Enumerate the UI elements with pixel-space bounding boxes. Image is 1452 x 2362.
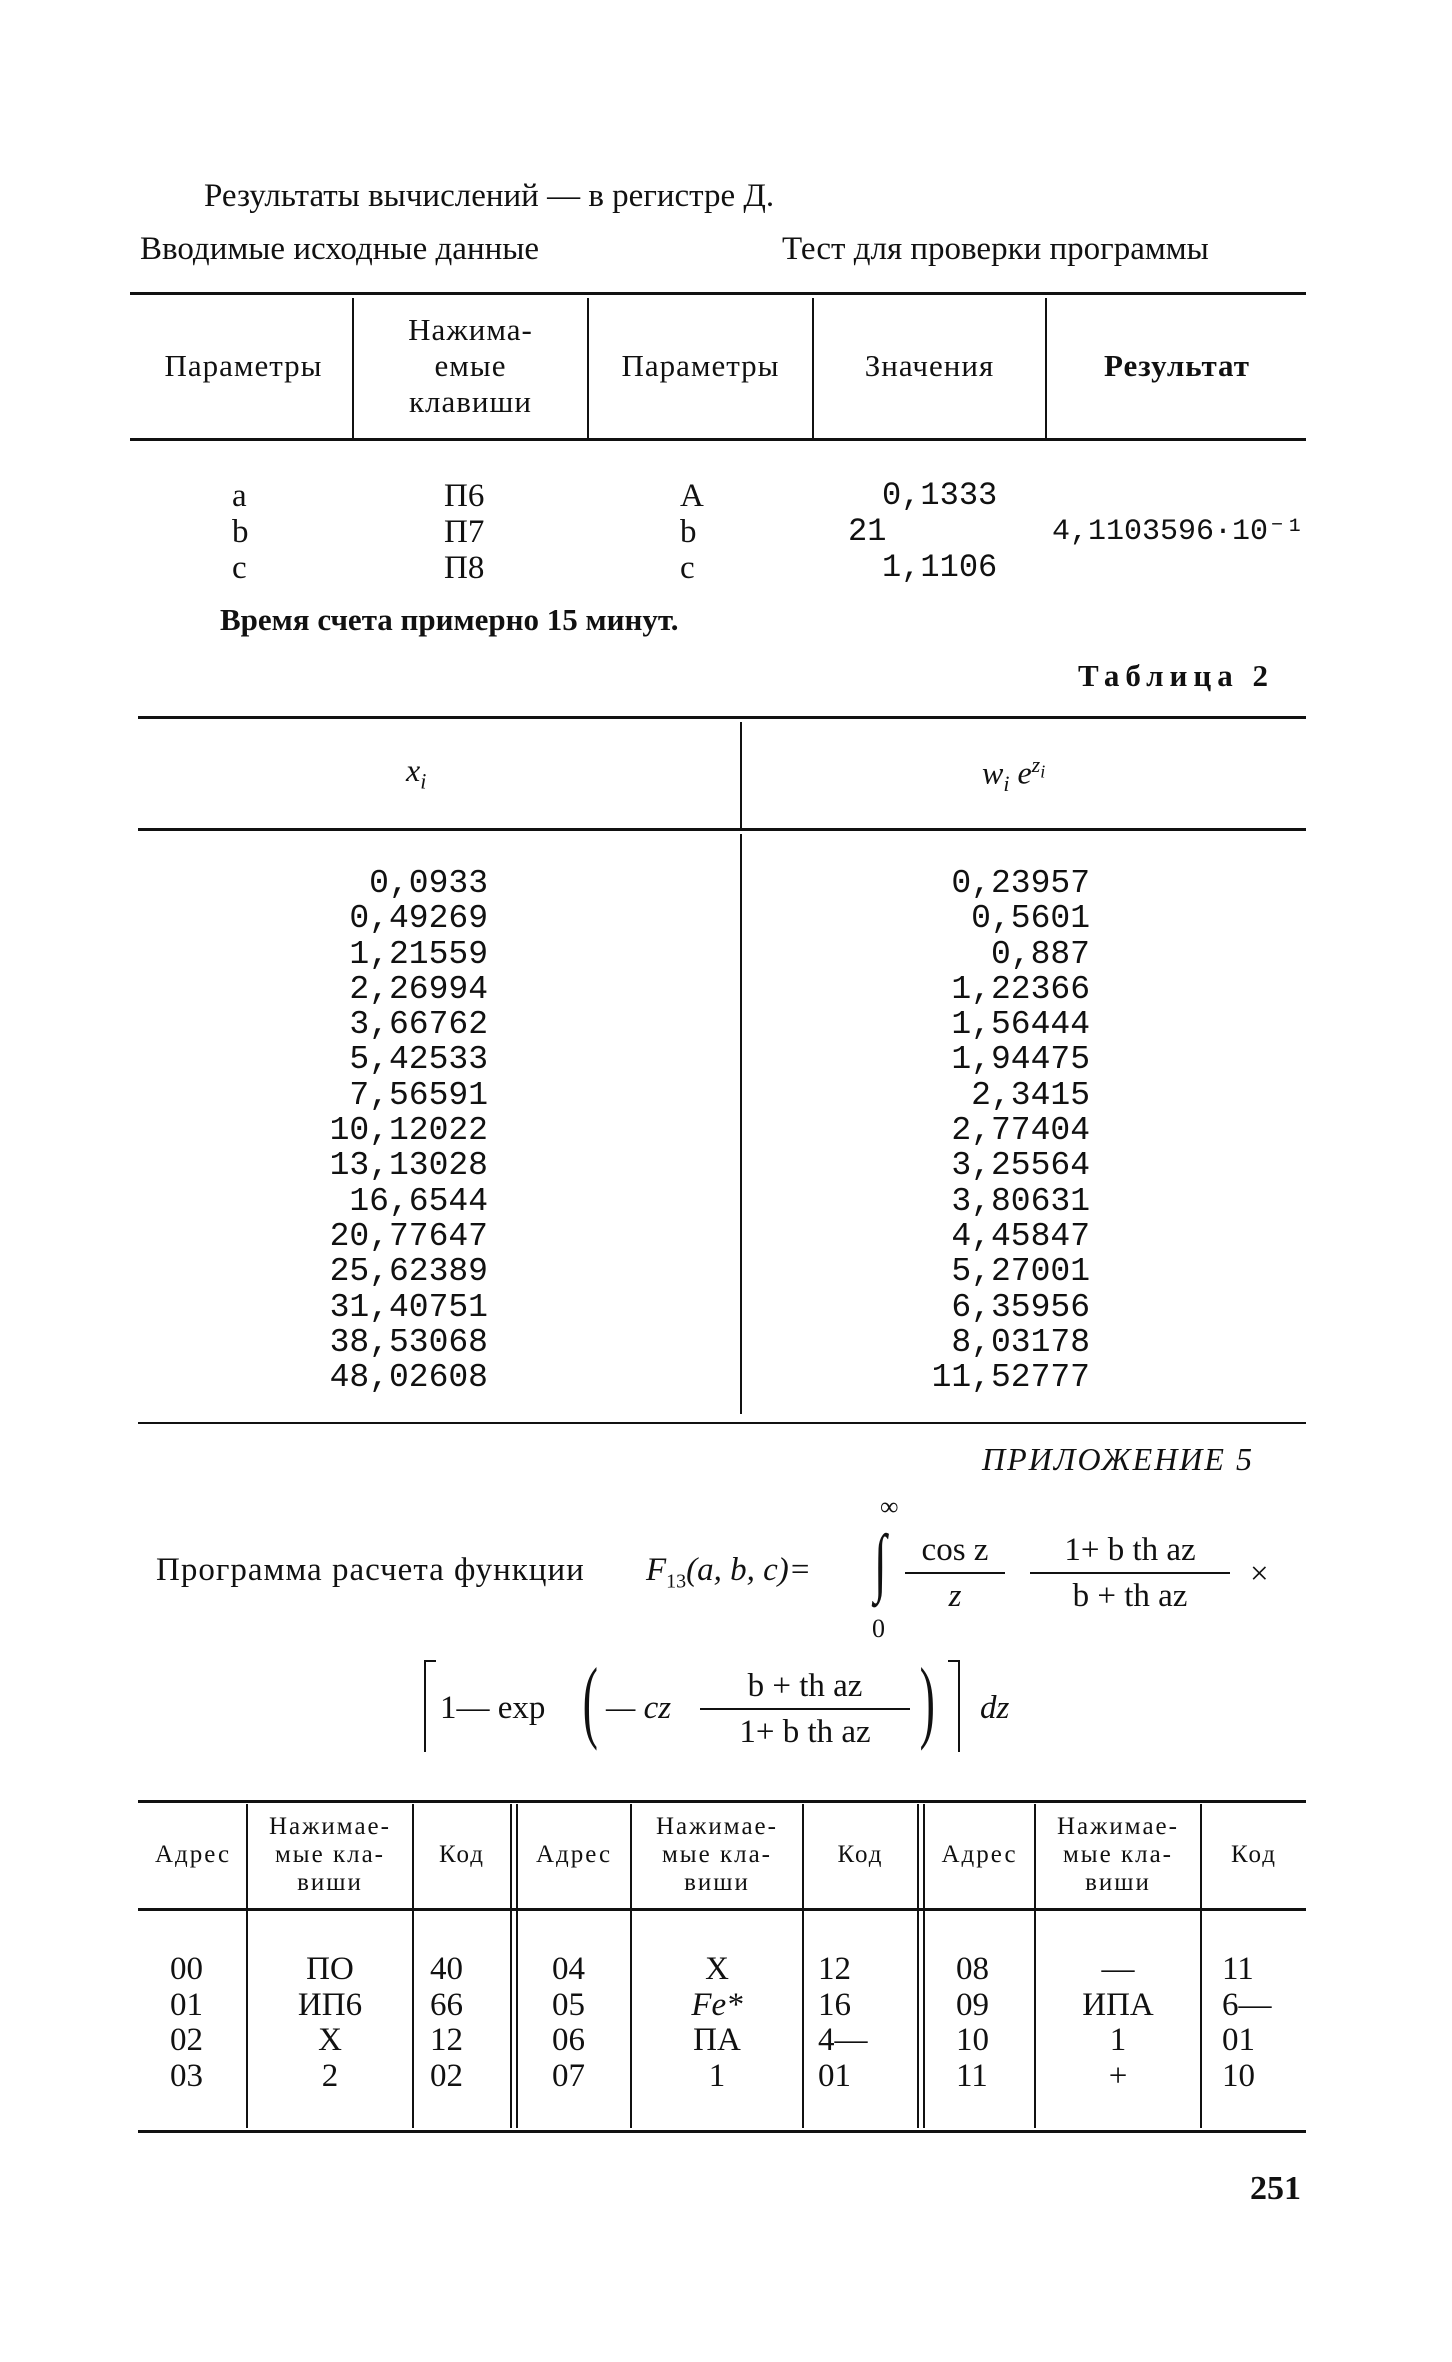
- table-cell: —: [1101, 1951, 1135, 1987]
- header-keys: [632, 1805, 802, 1905]
- table2-header-rule: [138, 828, 1306, 831]
- table-cell: 1: [708, 2057, 726, 2094]
- header-keys-line: мые кла-: [274, 1841, 385, 1868]
- table-cell: ИП6: [297, 1986, 363, 2023]
- fraction-numerator: 1+ b th az: [1064, 1532, 1196, 1568]
- header-keys: [248, 1805, 412, 1905]
- header-keys-line: Нажима-: [408, 312, 533, 347]
- table-cell: 1: [1109, 2022, 1127, 2058]
- header-keys-line: виши: [1085, 1869, 1151, 1896]
- table-cell: 11: [1222, 1951, 1254, 1987]
- fraction-bar: [1030, 1572, 1230, 1574]
- table-cell: a: [232, 478, 247, 514]
- x-value: 10,12022: [329, 1112, 488, 1150]
- x-value: 13,13028: [329, 1147, 488, 1185]
- table-cell: П7: [444, 514, 485, 550]
- table-cell: 6—: [1222, 1986, 1272, 2023]
- header-w-exp: [982, 752, 1045, 797]
- w-value: 2,3415: [971, 1076, 1090, 1114]
- formula-function: [646, 1552, 811, 1594]
- table3-divider: [917, 1804, 919, 2128]
- w-value: 3,80631: [951, 1182, 1090, 1220]
- table-cell: 04: [552, 1951, 585, 1987]
- fraction-cos: [905, 1530, 1005, 1616]
- address-column: [170, 1952, 203, 2094]
- x-value: 38,53068: [329, 1323, 488, 1361]
- table-cell: 10: [956, 2022, 989, 2058]
- left-bracket: [424, 1660, 436, 1752]
- times-sign: ×: [1250, 1556, 1269, 1592]
- x-value: 3,66762: [349, 1006, 488, 1044]
- x-value: 0,49269: [349, 900, 488, 938]
- table-cell: 66: [430, 1986, 463, 2023]
- fraction-denominator: 1+ b th az: [739, 1714, 871, 1750]
- w-value: 3,25564: [951, 1147, 1090, 1185]
- header-parameters: Параметры: [164, 348, 323, 383]
- table2-bottom-rule: [138, 1422, 1306, 1424]
- table1-header-rule: [130, 438, 1306, 441]
- table-cell: 06: [552, 2022, 585, 2058]
- w-value: 8,03178: [951, 1323, 1090, 1361]
- header-keys-line: клавиши: [409, 384, 532, 419]
- table-cell: 00: [170, 1951, 203, 1987]
- address-column: [552, 1952, 585, 2094]
- w-value: 0,887: [990, 935, 1090, 973]
- table-cell: 4—: [818, 2022, 868, 2058]
- table3-top-rule: [138, 1800, 1306, 1803]
- formula-intro: Программа расчета функции: [156, 1552, 585, 1588]
- table-cell: 21: [848, 513, 887, 550]
- w-value: 0,5601: [971, 900, 1090, 938]
- header-keys-line: мые кла-: [661, 1841, 772, 1868]
- table-cell: 05: [552, 1986, 585, 2023]
- table-cell: ИПА: [1082, 1986, 1154, 2023]
- code-column: [818, 1952, 868, 2094]
- keys-column: [632, 1952, 802, 2094]
- table-cell: 01: [1222, 2022, 1255, 2058]
- header-keys-line: Нажимае-: [269, 1813, 391, 1840]
- table3-bottom-rule: [138, 2130, 1306, 2133]
- table-cell: 01: [170, 1986, 203, 2023]
- table-cell: b: [680, 514, 697, 550]
- integral-sign: ∫: [874, 1520, 887, 1604]
- header-result: Результат: [1104, 348, 1250, 383]
- table1-top-rule: [130, 292, 1306, 295]
- header-keys-line: Нажимае-: [1057, 1813, 1179, 1840]
- fraction-denominator: z: [948, 1578, 962, 1614]
- fraction-denominator: b + th az: [1072, 1578, 1188, 1614]
- header-x-subscript: i: [420, 768, 427, 794]
- formula-cz: — cz: [606, 1690, 672, 1726]
- x-value: 25,62389: [329, 1253, 488, 1291]
- function-args: (a, b, c)=: [686, 1552, 812, 1588]
- x-value: 1,21559: [349, 935, 488, 973]
- fraction-th: [1030, 1530, 1230, 1616]
- table-cell: 02: [430, 2057, 463, 2094]
- time-note: Время счета примерно 15 минут.: [220, 602, 679, 637]
- x-value: 5,42533: [349, 1041, 488, 1079]
- table-cell: 11: [956, 2057, 988, 2094]
- table-cell: b: [232, 514, 249, 550]
- table-cell: П6: [444, 478, 485, 514]
- address-column: [956, 1952, 989, 2094]
- function-name: F: [646, 1552, 667, 1588]
- left-paren: (: [582, 1649, 598, 1751]
- table-cell: 2: [321, 2057, 339, 2094]
- table-cell: П8: [444, 550, 485, 586]
- result-value: 4,1103596·10⁻¹: [1052, 515, 1305, 549]
- w-value: 4,45847: [951, 1217, 1090, 1255]
- table-cell: 12: [818, 1951, 851, 1987]
- table-cell: ПА: [693, 2022, 741, 2058]
- header-code: Код: [1231, 1841, 1277, 1868]
- w-value: 6,35956: [951, 1288, 1090, 1326]
- header-w-symbol: w: [982, 754, 1004, 791]
- test-label: Тест для проверки программы: [782, 231, 1209, 267]
- results-line: Результаты вычислений — в регистре Д.: [204, 178, 775, 214]
- table-cell: Fe*: [691, 1986, 743, 2023]
- x-values-column: [300, 866, 488, 1395]
- code-column: [1222, 1952, 1272, 2094]
- table-cell: 0,1333: [882, 477, 998, 514]
- table2-caption: Таблица 2: [1078, 658, 1274, 693]
- header-x: [406, 752, 426, 794]
- w-value: 5,27001: [951, 1253, 1090, 1291]
- header-x-symbol: x: [406, 752, 421, 788]
- header-address: Адрес: [154, 1841, 232, 1868]
- table-cell: 1,1106: [882, 549, 998, 586]
- formula-exp: 1— exp: [440, 1690, 546, 1726]
- table-cell: +: [1108, 2057, 1128, 2094]
- integral-lower-limit: 0: [872, 1614, 885, 1643]
- fraction-numerator: cos z: [921, 1532, 989, 1568]
- page-number: 251: [1250, 2170, 1301, 2207]
- table-cell: 10: [1222, 2057, 1255, 2094]
- header-e-exponent-subscript: i: [1040, 761, 1046, 782]
- header-code: Код: [439, 1841, 485, 1868]
- w-values-column: [910, 866, 1090, 1395]
- input-data-label: Вводимые исходные данные: [140, 231, 540, 267]
- header-code: Код: [837, 1841, 884, 1868]
- w-value: 1,94475: [951, 1041, 1090, 1079]
- x-value: 2,26994: [349, 970, 488, 1008]
- keys-column: [248, 1952, 412, 2094]
- function-subscript: 13: [666, 1570, 687, 1593]
- fraction-bar: [700, 1708, 910, 1710]
- x-value: 16,6544: [349, 1182, 488, 1220]
- header-keys-line: виши: [297, 1869, 363, 1896]
- table2-top-rule: [138, 716, 1306, 719]
- header-keys-line: мые кла-: [1062, 1841, 1173, 1868]
- fraction-numerator: b + th az: [747, 1668, 863, 1704]
- table-cell: 07: [552, 2057, 585, 2094]
- header-w-subscript: i: [1003, 771, 1010, 797]
- code-column: [430, 1952, 463, 2094]
- fraction-bar: [905, 1572, 1005, 1574]
- right-bracket: [948, 1660, 960, 1752]
- table-cell: 16: [818, 1986, 851, 2023]
- w-value: 11,52777: [931, 1359, 1090, 1397]
- table2-divider: [740, 834, 742, 1414]
- integral-upper-limit: ∞: [880, 1492, 899, 1521]
- header-e-symbol: e: [1017, 754, 1032, 791]
- table-cell: 03: [170, 2057, 203, 2094]
- x-value: 20,77647: [329, 1217, 488, 1255]
- header-parameters-2: Параметры: [621, 348, 780, 383]
- x-value: 0,0933: [369, 865, 488, 902]
- header-keys-line: виши: [684, 1869, 750, 1896]
- header-values: Значения: [864, 348, 995, 383]
- table-cell: ПО: [306, 1951, 354, 1987]
- table-cell: 40: [430, 1951, 463, 1987]
- right-paren: ): [919, 1649, 935, 1751]
- table3-header-rule: [138, 1908, 1306, 1911]
- w-value: 1,22366: [951, 970, 1090, 1008]
- table-cell: 02: [170, 2022, 203, 2058]
- header-e-exponent: z: [1031, 752, 1041, 777]
- appendix-title: ПРИЛОЖЕНИЕ 5: [982, 1441, 1254, 1477]
- table-cell: X: [705, 1951, 729, 1987]
- table3-divider: [510, 1804, 512, 2128]
- keys-column: [1036, 1952, 1200, 2094]
- header-keys: [354, 296, 587, 436]
- header-keys: [1036, 1805, 1200, 1905]
- x-value: 48,02608: [329, 1359, 488, 1397]
- table-cell: A: [680, 478, 704, 514]
- table2-divider: [740, 722, 742, 828]
- formula-dz: dz: [980, 1690, 1010, 1726]
- table-cell: 08: [956, 1951, 989, 1987]
- table-cell: c: [232, 550, 247, 586]
- table-cell: c: [680, 550, 695, 586]
- w-value: 0,23957: [951, 865, 1090, 902]
- x-value: 7,56591: [349, 1076, 488, 1114]
- table-cell: 01: [818, 2057, 851, 2094]
- header-keys-line: емые: [434, 348, 507, 383]
- fraction-inner: [700, 1666, 910, 1752]
- table-cell: X: [318, 2022, 342, 2058]
- header-address: Адрес: [535, 1841, 613, 1868]
- table-cell: 12: [430, 2022, 463, 2058]
- table-cell: 09: [956, 1986, 989, 2023]
- x-value: 31,40751: [329, 1288, 488, 1326]
- header-keys-line: Нажимае-: [656, 1813, 778, 1840]
- w-value: 1,56444: [951, 1006, 1090, 1044]
- header-address: Адрес: [941, 1841, 1018, 1868]
- w-value: 2,77404: [951, 1112, 1090, 1150]
